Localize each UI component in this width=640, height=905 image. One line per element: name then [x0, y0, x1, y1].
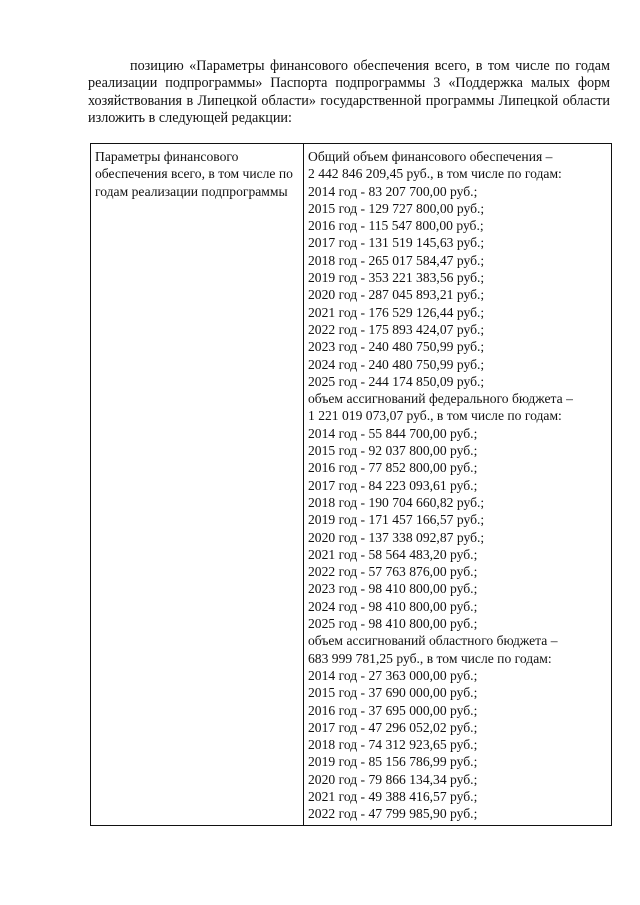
- value-line: 2021 год - 176 529 126,44 руб.;: [308, 304, 485, 320]
- value-line: 2018 год - 74 312 923,65 руб.;: [308, 737, 478, 753]
- value-line: объем ассигнований областного бюджета –: [308, 633, 558, 649]
- value-line: 2021 год - 58 564 483,20 руб.;: [308, 546, 478, 562]
- value-line: 2019 год - 85 156 786,99 руб.;: [308, 754, 478, 770]
- value-line: 2 442 846 209,45 руб., в том числе по годам:: [308, 166, 562, 182]
- value-line: 2019 год - 353 221 383,56 руб.;: [308, 270, 485, 286]
- value-line: 2025 год - 98 410 800,00 руб.;: [308, 616, 478, 632]
- value-line: объем ассигнований федерального бюджета –: [308, 391, 573, 407]
- value-line: 2021 год - 49 388 416,57 руб.;: [308, 788, 478, 804]
- value-line: 2017 год - 84 223 093,61 руб.;: [308, 477, 478, 493]
- parameter-name-cell: Параметры финансового обеспечения всего, в том числе по годам реализации подпрограммы: [91, 144, 304, 825]
- value-line: 2022 год - 57 763 876,00 руб.;: [308, 564, 478, 580]
- financing-table: [90, 143, 612, 826]
- value-line: 2014 год - 83 207 700,00 руб.;: [308, 183, 478, 199]
- value-line: 2017 год - 131 519 145,63 руб.;: [308, 235, 485, 251]
- value-line: 2018 год - 265 017 584,47 руб.;: [308, 252, 485, 268]
- value-line: 2015 год - 37 690 000,00 руб.;: [308, 685, 478, 701]
- value-line: 2016 год - 37 695 000,00 руб.;: [308, 702, 478, 718]
- value-line: 2017 год - 47 296 052,02 руб.;: [308, 719, 478, 735]
- value-line: 2020 год - 137 338 092,87 руб.;: [308, 529, 485, 545]
- value-line: 2024 год - 240 480 750,99 руб.;: [308, 356, 485, 372]
- value-line: 683 999 781,25 руб., в том числе по годам:: [308, 650, 552, 666]
- value-line: 2023 год - 240 480 750,99 руб.;: [308, 339, 485, 355]
- value-line: 1 221 019 073,07 руб., в том числе по годам:: [308, 408, 562, 424]
- value-line: 2022 год - 47 799 985,90 руб.;: [308, 806, 478, 822]
- parameter-values-cell: [304, 144, 611, 823]
- value-line: 2014 год - 27 363 000,00 руб.;: [308, 667, 478, 683]
- value-line: 2025 год - 244 174 850,09 руб.;: [308, 373, 485, 389]
- value-line: 2022 год - 175 893 424,07 руб.;: [308, 321, 485, 337]
- value-line: 2023 год - 98 410 800,00 руб.;: [308, 581, 478, 597]
- value-line: 2015 год - 92 037 800,00 руб.;: [308, 443, 478, 459]
- intro-paragraph: позицию «Параметры финансового обеспечения всего, в том числе по годам реализации подпрограммы» Паспорта подпрограммы 3 «Поддержка малых форм хозяйствования в Липецкой области» государственной программы Липецкой области изложить в следующей редакции:: [88, 58, 610, 127]
- value-line: 2016 год - 77 852 800,00 руб.;: [308, 460, 478, 476]
- value-line: Общий объем финансового обеспечения –: [308, 149, 553, 164]
- value-line: 2015 год - 129 727 800,00 руб.;: [308, 200, 485, 216]
- value-line: 2020 год - 287 045 893,21 руб.;: [308, 287, 485, 303]
- value-line: 2024 год - 98 410 800,00 руб.;: [308, 598, 478, 614]
- value-line: 2018 год - 190 704 660,82 руб.;: [308, 494, 485, 510]
- value-line: 2014 год - 55 844 700,00 руб.;: [308, 425, 478, 441]
- value-line: 2019 год - 171 457 166,57 руб.;: [308, 512, 485, 528]
- value-line: 2016 год - 115 547 800,00 руб.;: [308, 218, 484, 234]
- value-line: 2020 год - 79 866 134,34 руб.;: [308, 771, 478, 787]
